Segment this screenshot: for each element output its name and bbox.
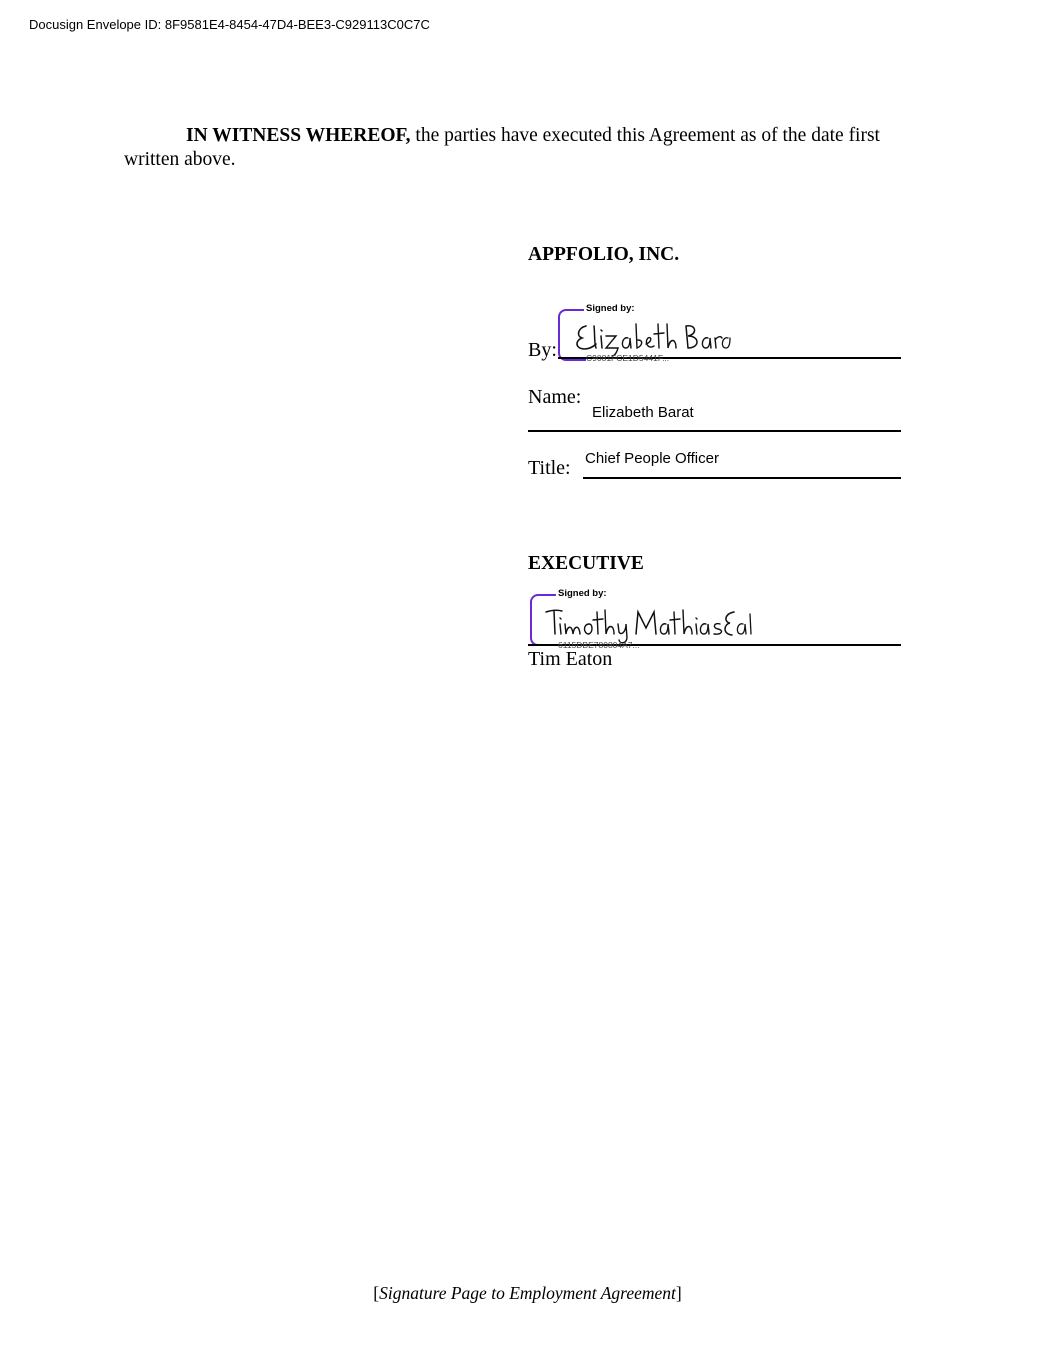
witness-rest: the parties have executed this Agreement as of the date first written above. bbox=[124, 125, 880, 170]
witness-lead: IN WITNESS WHEREOF, bbox=[186, 125, 411, 146]
witness-clause bbox=[124, 124, 936, 172]
footer-close-bracket: ] bbox=[675, 1283, 682, 1303]
by-label: By: bbox=[528, 339, 557, 361]
company-heading: APPFOLIO, INC. bbox=[528, 244, 680, 265]
name-value: Elizabeth Barat bbox=[592, 404, 694, 421]
executive-signature-id: 6115DBE780804A7... bbox=[558, 640, 640, 650]
company-signature-id: C9081FCE1D5441F... bbox=[586, 353, 670, 363]
title-value: Chief People Officer bbox=[585, 450, 719, 467]
footer-text: Signature Page to Employment Agreement bbox=[379, 1283, 676, 1303]
page-footer bbox=[0, 1283, 1055, 1304]
executive-heading: EXECUTIVE bbox=[528, 553, 644, 574]
envelope-id: Docusign Envelope ID: 8F9581E4-8454-47D4-BEE3-C929113C0C7C bbox=[29, 17, 430, 32]
executive-printed-name: Tim Eaton bbox=[528, 648, 613, 670]
name-line bbox=[528, 430, 901, 432]
footer-open-bracket: [ bbox=[373, 1283, 380, 1303]
title-line bbox=[583, 477, 901, 479]
company-signature-image bbox=[572, 318, 732, 358]
title-label: Title: bbox=[528, 457, 571, 479]
executive-signature-image bbox=[544, 604, 754, 644]
company-signed-by-caption: Signed by: bbox=[586, 303, 635, 314]
name-label: Name: bbox=[528, 386, 582, 408]
executive-signed-by-caption: Signed by: bbox=[558, 588, 607, 599]
